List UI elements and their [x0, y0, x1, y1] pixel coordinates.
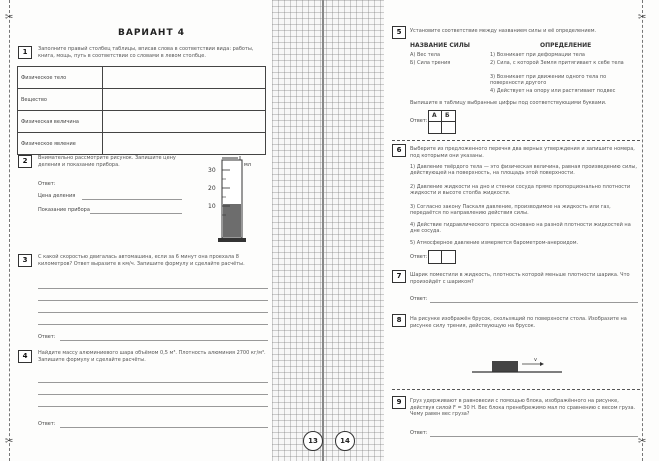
- answer-line[interactable]: [60, 340, 268, 341]
- answer-box[interactable]: [428, 250, 456, 264]
- answer-line[interactable]: [60, 427, 268, 428]
- answer-label: Ответ:: [410, 118, 428, 124]
- statement: 4) Действие гидравлического пресса основано на разной плотности жидкостей на дне сосуда.: [410, 222, 631, 234]
- question-number: 4: [18, 350, 32, 363]
- answer-line[interactable]: [38, 324, 268, 325]
- answer-label: Ответ:: [38, 181, 56, 187]
- answer-cell[interactable]: [103, 67, 266, 89]
- table-row-label: Физическая величина: [18, 111, 103, 133]
- question-number: 6: [392, 144, 406, 157]
- table-row-label: Физическое явление: [18, 133, 103, 155]
- grid-header: Б: [445, 112, 450, 119]
- column-header: ОПРЕДЕЛЕНИЕ: [540, 42, 592, 49]
- question-text: Установите соответствие между названием силы и её определением.: [410, 28, 597, 34]
- answer-table: [17, 66, 266, 155]
- statement: 3) Согласно закону Паскаля давление, производимое на жидкость или газ, передаётся по направлению действия силы.: [410, 204, 611, 216]
- answer-line[interactable]: [82, 199, 182, 200]
- answer-label: Ответ:: [410, 254, 428, 260]
- answer-label: Ответ:: [38, 334, 56, 340]
- page-number: 14: [335, 431, 355, 451]
- definition-option: 1) Возникает при деформации тела: [490, 52, 585, 58]
- definition-option: 4) Действует на опору или растягивает подвес: [490, 88, 616, 94]
- answer-label: Ответ:: [410, 430, 428, 436]
- question-number: 7: [392, 270, 406, 283]
- right-page: [352, 0, 659, 461]
- column-header: НАЗВАНИЕ СИЛЫ: [410, 42, 470, 49]
- question-text: Шарик поместили в жидкость, плотность которой меньше плотности шарика. Что произойдёт с шариком?: [410, 272, 630, 285]
- answer-line[interactable]: [38, 382, 268, 383]
- table-row-label: Физическое тело: [18, 67, 103, 89]
- divider: [392, 140, 640, 141]
- scale-unit: мл: [244, 162, 251, 168]
- answer-line[interactable]: [38, 406, 268, 407]
- answer-line[interactable]: [38, 312, 268, 313]
- spine-fold: [322, 0, 324, 461]
- question-text: Выберите из предложенного перечня два верных утверждения и запишите номера, под которыми они указаны.: [410, 146, 635, 159]
- force-option: А) Вес тела: [410, 52, 441, 58]
- question-number: 3: [18, 254, 32, 267]
- question-text: Груз удерживают в равновесии с помощью блока, изображённого на рисунке, действуя силой F = 30 Н. Вес блока пренебрежимо мал по сравнению с весом груза. Чему равен вес груза?: [410, 398, 636, 417]
- question-text: На рисунке изображён брусок, скользящий по поверхности стола. Изобразите на рисунке силу трения, действующую на брусок.: [410, 316, 627, 329]
- cut-line-left: [9, 0, 10, 461]
- answer-grid[interactable]: [428, 110, 456, 134]
- instruction-text: Выпишите в таблицу выбранные цифры под соответствующими буквами.: [410, 100, 607, 106]
- measuring-cylinder-figure: [198, 152, 270, 244]
- scissors-icon: ✂: [638, 12, 647, 23]
- force-option: Б) Сила трения: [410, 60, 451, 66]
- statement: 1) Давление твёрдого тела — это физическая величина, равная произведению силы, действующей на поверхность, на площадь этой поверхности.: [410, 164, 637, 176]
- cut-line-right: [642, 0, 643, 461]
- answer-label: Ответ:: [38, 421, 56, 427]
- question-text: Заполните правый столбец таблицы, вписав слова в соответствии вида: работы, книга, мощь, путь в соответствии со словами в левом столбце.: [38, 46, 254, 59]
- scissors-icon: ✂: [638, 436, 647, 447]
- sliding-block-figure: [472, 355, 562, 381]
- question-text: С какой скоростью двигалась автомашина, если за 6 минут она проехала 8 километров? Ответ выразите в км/ч. Запишите формулу и сделайте расчёты.: [38, 254, 245, 267]
- question-text: Внимательно рассмотрите рисунок. Запишите цену деления и показание прибора.: [38, 155, 176, 168]
- field-label: Показание прибора: [38, 207, 90, 213]
- question-text: Найдите массу алюминиевого шара объёмом 0,5 м³. Плотность алюминия 2700 кг/м³. Запишите формулу и сделайте расчёты.: [38, 350, 266, 363]
- question-number: 9: [392, 396, 406, 409]
- definition-option: 3) Возникает при движении одного тела по поверхности другого: [490, 74, 607, 86]
- velocity-label: v: [534, 357, 537, 363]
- divider: [392, 389, 640, 390]
- answer-line[interactable]: [430, 302, 638, 303]
- statement: 2) Давление жидкости на дно и стенки сосуда прямо пропорционально плотности жидкости и высоте столба жидкости.: [410, 184, 631, 196]
- field-label: Цена деления: [38, 193, 76, 199]
- question-number: 1: [18, 46, 32, 59]
- question-number: 2: [18, 155, 32, 168]
- answer-cell[interactable]: [103, 111, 266, 133]
- answer-line[interactable]: [430, 436, 638, 437]
- question-number: 5: [392, 26, 406, 39]
- scissors-icon: ✂: [5, 12, 14, 23]
- page-number: 13: [303, 431, 323, 451]
- variant-title: ВАРИАНТ 4: [118, 28, 185, 38]
- question-number: 8: [392, 314, 406, 327]
- answer-line[interactable]: [90, 213, 182, 214]
- scissors-icon: ✂: [5, 436, 14, 447]
- answer-label: Ответ:: [410, 296, 428, 302]
- answer-line[interactable]: [38, 300, 268, 301]
- answer-line[interactable]: [38, 394, 268, 395]
- scale-mark: 20: [208, 185, 216, 192]
- scale-mark: 30: [208, 167, 216, 174]
- answer-cell[interactable]: [103, 89, 266, 111]
- grid-header: А: [432, 112, 437, 119]
- table-row-label: Вещество: [18, 89, 103, 111]
- scale-mark: 10: [208, 203, 216, 210]
- answer-line[interactable]: [38, 288, 268, 289]
- definition-option: 2) Сила, с которой Земля притягивает к себе тела: [490, 60, 624, 66]
- statement: 5) Атмосферное давление измеряется барометром-анероидом.: [410, 240, 579, 246]
- binding-spine: [272, 0, 384, 461]
